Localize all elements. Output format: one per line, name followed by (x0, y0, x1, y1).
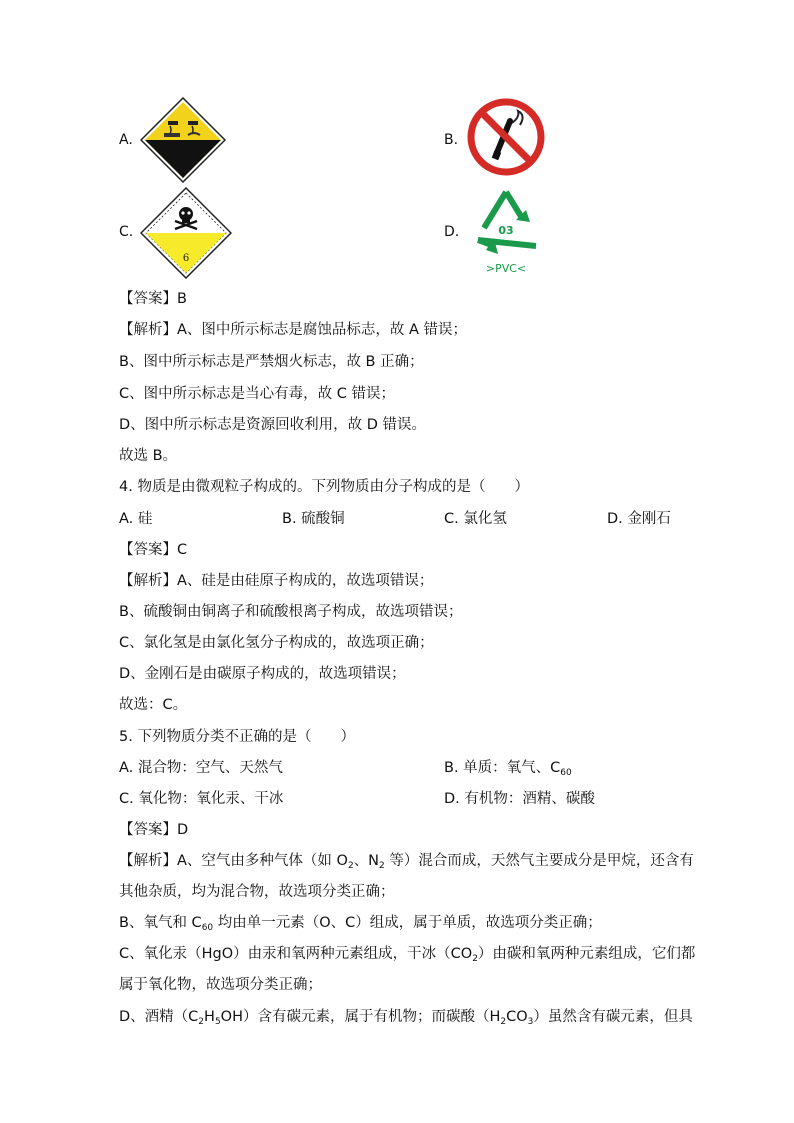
q5-explanation-5: 属于氧化物，故选项分类正确； (119, 977, 322, 993)
recycle-code: 03 (498, 224, 514, 237)
no-smoking-sign-icon (466, 97, 546, 177)
q5-option-a: A. 混合物：空气、天然气 (119, 760, 283, 776)
q4-explanation-3: C、氯化氢是由氯化氢分子构成的，故选项正确； (119, 635, 434, 651)
recycle-pvc-sign-icon (470, 188, 542, 278)
q3-explanation-5: 故选 B。 (119, 448, 178, 464)
q4-option-b: B. 硫酸铜 (282, 511, 345, 527)
recycle-label: >PVC< (485, 262, 527, 275)
corrosive-sign-icon (140, 97, 226, 183)
option-d-letter: D. (444, 224, 460, 240)
q4-option-d: D. 金刚石 (607, 511, 671, 527)
q4-explanation-1: 【解析】A、硅是由硅原子构成的，故选项错误； (119, 573, 434, 589)
q3-explanation-2: B、图中所示标志是严禁烟火标志，故 B 正确； (119, 354, 424, 370)
q5-explanation-2: 其他杂质，均为混合物，故选项分类正确； (119, 884, 395, 900)
option-a-letter: A. (119, 132, 133, 148)
q5-explanation-4: C、氧化汞（HgO）由汞和氧两种元素组成，干冰$(CO_2)$由碳和氧两种元素组成，它们都 (119, 946, 696, 964)
q4-option-a: A. 硅 (119, 511, 153, 527)
q3-answer: 【答案】B (119, 291, 187, 307)
q5-stem: 5. 下列物质分类不正确的是（ ） (119, 729, 355, 745)
q3-explanation-4: D、图中所示标志是资源回收利用，故 D 错误。 (119, 417, 427, 433)
q5-explanation-3: B、氧气和 $C_{60}$ 均由单一元素（O、C）组成，属于单质，故选项分类正确； (119, 915, 602, 933)
q4-stem: 4. 物质是由微观粒子构成的。下列物质由分子构成的是（ ） (119, 479, 529, 495)
q4-option-c: C. 氯化氢 (444, 511, 507, 527)
q3-explanation-3: C、图中所示标志是当心有毒，故 C 错误； (119, 386, 395, 402)
q5-option-c: C. 氧化物：氧化汞、干冰 (119, 791, 284, 807)
q4-explanation-2: B、硫酸铜由铜离子和硫酸根离子构成，故选项错误； (119, 604, 463, 620)
q4-answer: 【答案】C (119, 542, 188, 558)
q5-explanation-1: 【解析】A、空气由多种气体（如 $O_2$、$N_2$ 等）混合而成，天然气主要成分是甲烷，还含有 (119, 853, 694, 871)
q4-explanation-5: 故选：C。 (119, 697, 188, 713)
q5-option-d: D. 有机物：酒精、碳酸 (444, 791, 595, 807)
q5-answer: 【答案】D (119, 822, 189, 838)
option-b-letter: B. (444, 132, 459, 148)
q3-explanation-1: 【解析】A、图中所示标志是腐蚀品标志，故 A 错误； (119, 322, 468, 338)
q5-explanation-6: D、酒精$(C_2H_5OH)$含有碳元素，属于有机物；而碳酸$(H_2CO_3)$虽然含有碳元素，但具 (119, 1009, 693, 1027)
q4-explanation-4: D、金刚石是由碳原子构成的，故选项错误； (119, 666, 406, 682)
q5-option-b: B. 单质：氧气、$C_{60}$ (444, 760, 572, 778)
toxic-sign-icon (140, 187, 232, 279)
option-c-letter: C. (119, 224, 134, 240)
toxic-class-number: 6 (182, 253, 190, 264)
